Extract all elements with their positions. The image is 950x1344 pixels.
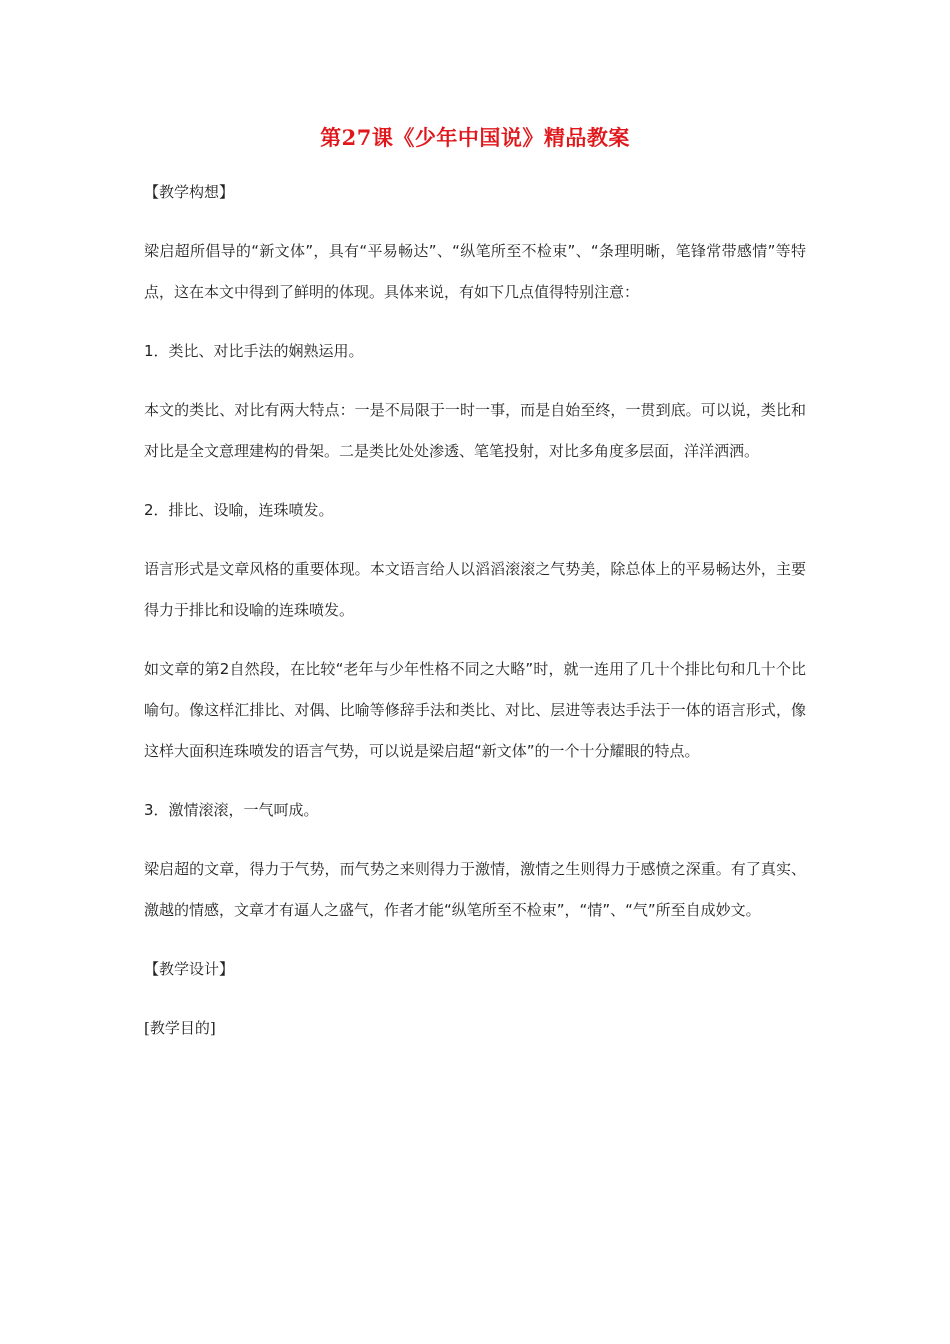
paragraph: 本文的类比、对比有两大特点：一是不局限于一时一事，而是自始至终，一贯到底。可以说，类比和对比是全文意理建构的骨架。二是类比处处渗透、笔笔投射，对比多角度多层面，洋洋洒洒。	[144, 401, 806, 460]
numbered-point: 2．排比、设喻，连珠喷发。	[144, 501, 334, 519]
paragraph: 语言形式是文章风格的重要体现。本文语言给人以滔滔滚滚之气势美，除总体上的平易畅达外，主要得力于排比和设喻的连珠喷发。	[144, 560, 806, 619]
section-heading-teaching-design: 【教学设计】	[144, 960, 235, 978]
document-body	[144, 172, 806, 1067]
section-heading-teaching-objectives: [教学目的]	[144, 1019, 216, 1037]
section-heading-teaching-concept: 【教学构想】	[144, 183, 235, 201]
numbered-point: 3．激情滚滚，一气呵成。	[144, 801, 319, 819]
document-title: 第27课《少年中国说》精品教案	[320, 125, 630, 150]
numbered-point: 1．类比、对比手法的娴熟运用。	[144, 342, 364, 360]
paragraph: 如文章的第2自然段，在比较“老年与少年性格不同之大略”时，就一连用了几十个排比句和几十个比喻句。像这样汇排比、对偶、比喻等修辞手法和类比、对比、层进等表达手法于一体的语言形式，像这样大面积连珠喷发的语言气势，可以说是梁启超“新文体”的一个十分耀眼的特点。	[144, 660, 806, 760]
paragraph: 梁启超所倡导的“新文体”，具有“平易畅达”、“纵笔所至不检束”、“条理明晰，笔锋常带感情”等特点，这在本文中得到了鲜明的体现。具体来说，有如下几点值得特别注意：	[144, 242, 806, 301]
paragraph: 梁启超的文章，得力于气势，而气势之来则得力于激情，激情之生则得力于感愤之深重。有了真实、激越的情感，文章才有逼人之盛气，作者才能“纵笔所至不检束”，“情”、“气”所至自成妙文。	[144, 860, 806, 919]
